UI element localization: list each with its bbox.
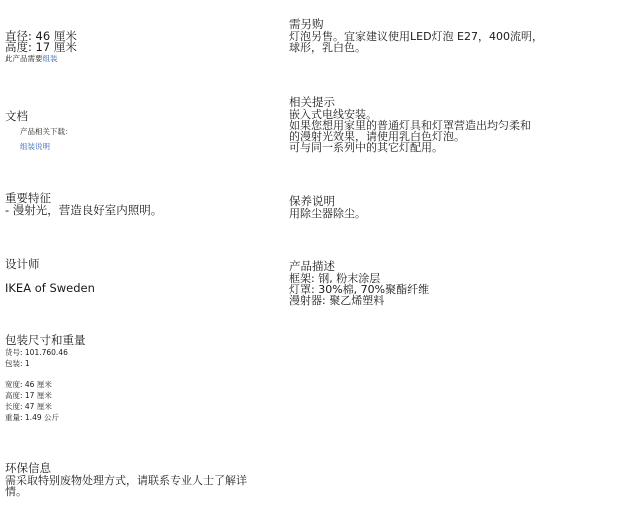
package-height: 高度: 17 厘米 bbox=[5, 391, 52, 400]
tips-line-3: 的漫射光效果，请使用乳白色灯泡。 bbox=[289, 130, 465, 143]
assembly-instructions-link[interactable]: 组装说明 bbox=[20, 142, 50, 151]
package-width: 宽度: 46 厘米 bbox=[5, 380, 52, 389]
download-label: 产品相关下载： bbox=[20, 127, 73, 136]
environment-line-1: 需采取特别废物处理方式，请联系专业人士了解详 bbox=[5, 474, 247, 487]
designer-title: 设计师 bbox=[5, 257, 40, 271]
height-text: 高度: 17 厘米 bbox=[5, 40, 77, 54]
required-section bbox=[289, 17, 543, 53]
description-shade: 灯罩: 30%棉, 70%聚酯纤维 bbox=[289, 283, 430, 296]
designer-name: IKEA of Sweden bbox=[5, 281, 95, 295]
care-title: 保养说明 bbox=[289, 194, 335, 208]
features-text: - 漫射光，营造良好室内照明。 bbox=[5, 203, 163, 217]
package-count: 包装: 1 bbox=[5, 359, 30, 368]
documents-title: 文档 bbox=[5, 109, 28, 123]
diameter-text: 直径: 46 厘米 bbox=[5, 29, 77, 43]
description-section bbox=[289, 259, 429, 306]
assembly-note bbox=[5, 53, 77, 64]
tips-line-2: 如果您想用家里的普通灯具和灯罩营造出均匀柔和 bbox=[289, 119, 531, 132]
tips-section bbox=[289, 95, 531, 153]
package-section bbox=[5, 333, 86, 423]
tips-line-4: 可与同一系列中的其它灯配用。 bbox=[289, 141, 443, 154]
tips-title: 相关提示 bbox=[289, 95, 335, 109]
environment-section bbox=[5, 461, 247, 497]
care-text: 用除尘器除尘。 bbox=[289, 207, 366, 220]
package-title: 包装尺寸和重量 bbox=[5, 333, 86, 347]
description-frame: 框架: 钢, 粉末涂层 bbox=[289, 272, 381, 285]
required-line-1: 灯泡另售。宜家建议使用LED灯泡 E27，400流明， bbox=[289, 30, 543, 43]
description-title: 产品描述 bbox=[289, 259, 335, 273]
package-length: 长度: 47 厘米 bbox=[5, 402, 52, 411]
designer-section bbox=[5, 257, 95, 294]
environment-line-2: 情。 bbox=[5, 485, 27, 498]
features-section bbox=[5, 191, 162, 216]
assembly-note-text: 此产品需要 bbox=[5, 54, 43, 63]
assembly-link[interactable]: 组装 bbox=[42, 54, 58, 63]
package-weight: 重量: 1.49 公斤 bbox=[5, 413, 59, 422]
description-diffuser: 漫射器: 聚乙烯塑料 bbox=[289, 294, 385, 307]
article-number: 货号: 101.760.46 bbox=[5, 348, 68, 357]
required-title: 需另购 bbox=[289, 17, 324, 31]
tips-line-1: 嵌入式电线安装。 bbox=[289, 108, 377, 121]
features-title: 重要特征 bbox=[5, 191, 51, 205]
care-section bbox=[289, 194, 366, 219]
required-line-2: 球形，乳白色。 bbox=[289, 41, 366, 54]
dimensions-section bbox=[5, 31, 77, 64]
documents-section bbox=[5, 109, 73, 152]
environment-title: 环保信息 bbox=[5, 461, 51, 475]
